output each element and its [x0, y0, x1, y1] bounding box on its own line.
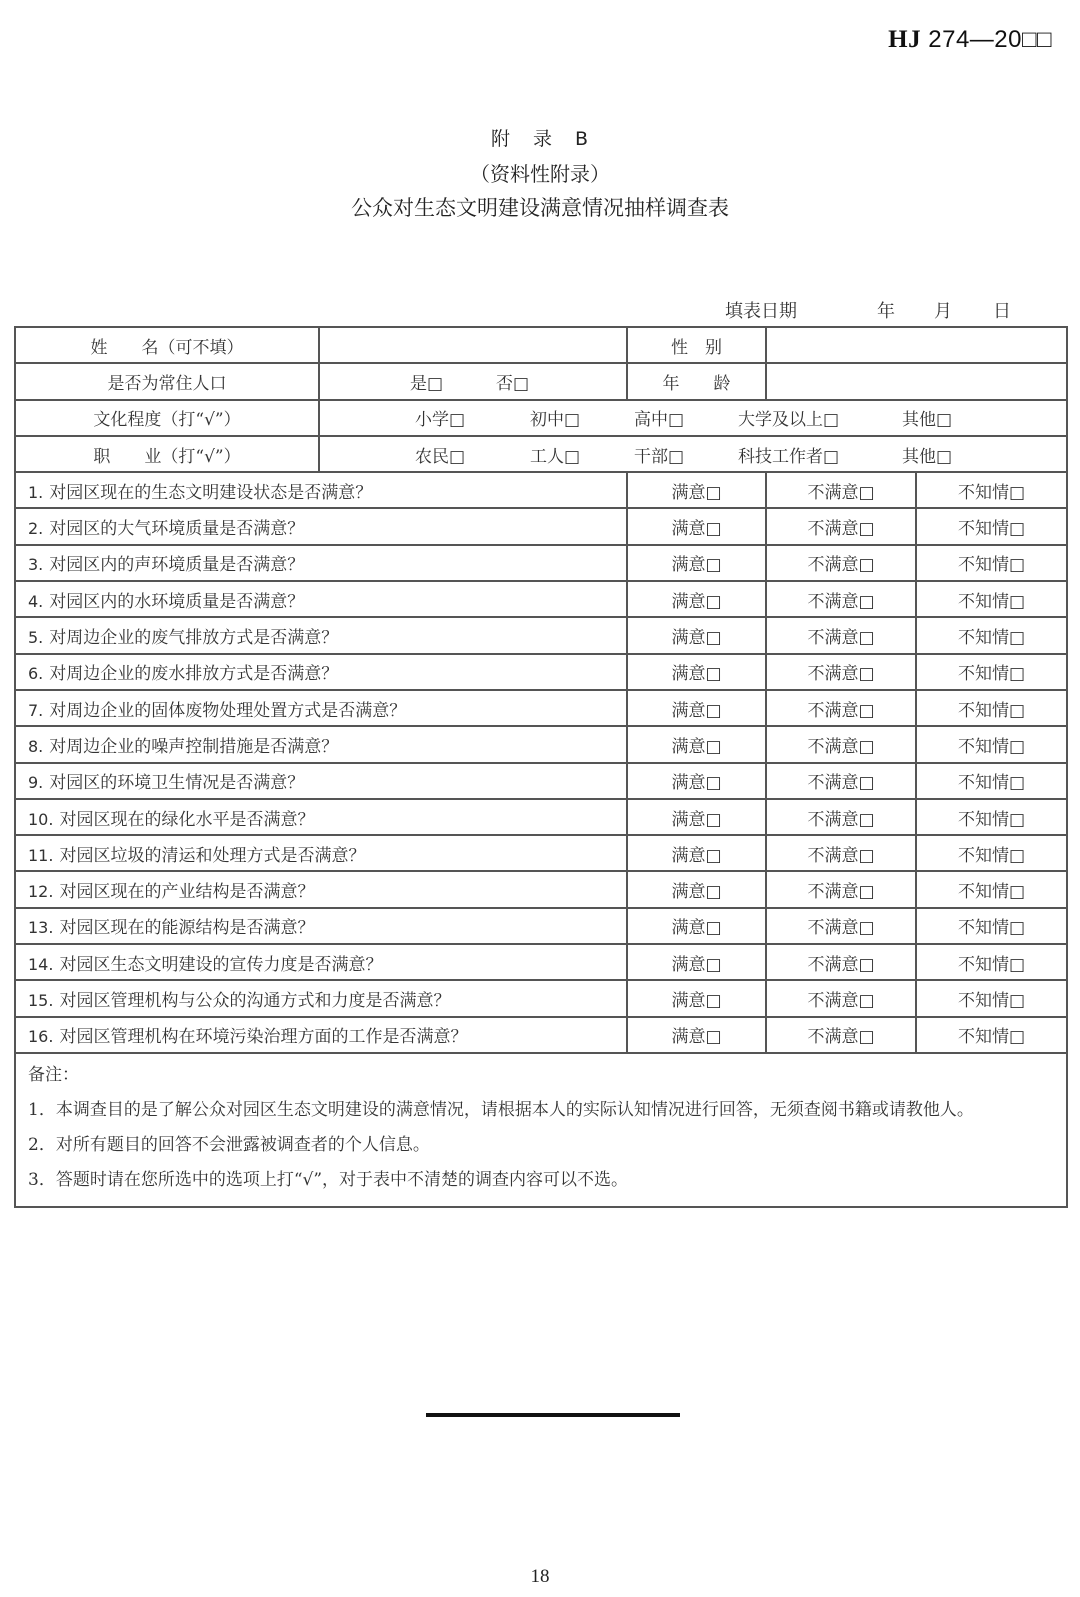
checkbox-icon — [1009, 846, 1025, 866]
option-label: 不满意 — [807, 591, 859, 612]
option-label: 农民 — [415, 446, 449, 467]
checkbox-icon — [427, 374, 443, 394]
standard-code-number: 274—20□□ — [921, 26, 1052, 53]
option-label: 满意 — [671, 482, 706, 503]
option-label: 不知情 — [957, 918, 1009, 939]
question-text — [15, 581, 627, 617]
option-label: 不知情 — [957, 664, 1009, 685]
checkbox-icon — [858, 555, 874, 575]
checkbox-icon — [1009, 555, 1025, 575]
checkbox-icon — [858, 882, 874, 902]
question-number: 9. — [28, 773, 44, 793]
question-label: 对园区管理机构与公众的沟通方式和力度是否满意？ — [59, 990, 451, 1011]
unaware-checkbox[interactable] — [916, 763, 1067, 799]
checkbox-icon — [936, 410, 952, 430]
satisfied-checkbox[interactable] — [627, 1017, 766, 1053]
question-number: 13. — [28, 918, 54, 938]
question-row — [15, 1017, 1067, 1053]
option-label: 满意 — [671, 954, 706, 975]
checkbox-icon — [1009, 664, 1025, 684]
dissatisfied-checkbox[interactable] — [766, 908, 916, 944]
question-text — [15, 835, 627, 871]
question-row — [15, 581, 1067, 617]
checkbox-icon — [668, 447, 684, 467]
page-number: 18 — [530, 1566, 550, 1587]
question-label: 对周边企业的噪声控制措施是否满意？ — [49, 736, 339, 757]
satisfied-checkbox[interactable] — [627, 980, 766, 1016]
option-label: 其他 — [902, 410, 936, 431]
option-label: 不满意 — [807, 990, 859, 1011]
occupation-option-checkbox[interactable] — [634, 442, 684, 467]
satisfied-checkbox[interactable] — [627, 654, 766, 690]
option-label: 不知情 — [957, 519, 1009, 540]
option-label: 不满意 — [807, 482, 859, 503]
question-number: 7. — [28, 700, 44, 720]
question-number: 1. — [28, 482, 44, 502]
satisfied-checkbox[interactable] — [627, 726, 766, 762]
option-label: 不知情 — [957, 809, 1009, 830]
option-label: 满意 — [671, 628, 706, 649]
question-row — [15, 763, 1067, 799]
age-label: 年 龄 — [627, 363, 766, 399]
question-label: 对园区的环境卫生情况是否满意？ — [49, 773, 305, 794]
option-label: 不知情 — [957, 882, 1009, 903]
education-option-checkbox[interactable] — [902, 405, 952, 430]
checkbox-icon — [705, 628, 721, 648]
satisfied-checkbox[interactable] — [627, 908, 766, 944]
question-number: 8. — [28, 736, 44, 756]
checkbox-icon — [705, 810, 721, 830]
satisfied-checkbox[interactable] — [627, 690, 766, 726]
resident-options — [319, 363, 627, 399]
question-text — [15, 472, 627, 508]
occupation-options — [319, 436, 1067, 472]
option-label: 不满意 — [807, 700, 859, 721]
question-label: 对园区现在的生态文明建设状态是否满意？ — [49, 482, 373, 503]
dissatisfied-checkbox[interactable] — [766, 472, 916, 508]
option-label: 满意 — [671, 519, 706, 540]
option-label: 满意 — [671, 918, 706, 939]
question-text — [15, 690, 627, 726]
question-label: 对园区垃圾的清运和处理方式是否满意？ — [59, 845, 366, 866]
option-label: 不知情 — [957, 1027, 1009, 1048]
checkbox-icon — [705, 592, 721, 612]
checkbox-icon — [858, 773, 874, 793]
option-label: 满意 — [671, 555, 706, 576]
question-row — [15, 871, 1067, 907]
question-label: 对园区现在的能源结构是否满意？ — [59, 918, 315, 939]
resident-no-checkbox[interactable] — [496, 369, 529, 394]
checkbox-icon — [705, 955, 721, 975]
satisfied-checkbox[interactable] — [627, 871, 766, 907]
checkbox-icon — [1009, 628, 1025, 648]
option-label: 不知情 — [957, 482, 1009, 503]
option-label: 满意 — [671, 700, 706, 721]
option-label: 满意 — [671, 845, 706, 866]
checkbox-icon — [1009, 519, 1025, 539]
checkbox-icon — [858, 519, 874, 539]
checkbox-icon — [705, 1027, 721, 1047]
option-label: 不知情 — [957, 736, 1009, 757]
remark-item-2: 2．对所有题目的回答不会泄露被调查者的个人信息。 — [28, 1134, 430, 1155]
option-label: 干部 — [634, 446, 668, 467]
question-number: 16. — [28, 1027, 54, 1047]
question-number: 14. — [28, 954, 54, 974]
checkbox-icon — [705, 664, 721, 684]
option-label: 不知情 — [957, 628, 1009, 649]
question-number: 4. — [28, 591, 44, 611]
option-label: 不满意 — [807, 519, 859, 540]
unaware-checkbox[interactable] — [916, 581, 1067, 617]
option-label: 科技工作者 — [738, 446, 823, 467]
occupation-option-checkbox[interactable] — [530, 442, 580, 467]
option-label: 不知情 — [957, 591, 1009, 612]
dissatisfied-checkbox[interactable] — [766, 944, 916, 980]
checkbox-icon — [668, 410, 684, 430]
checkbox-icon — [564, 447, 580, 467]
question-label: 对园区管理机构在环境污染治理方面的工作是否满意？ — [59, 1027, 468, 1048]
option-label: 不满意 — [807, 882, 859, 903]
unaware-checkbox[interactable] — [916, 617, 1067, 653]
checkbox-icon — [858, 737, 874, 757]
question-label: 对园区生态文明建设的宣传力度是否满意？ — [59, 954, 383, 975]
unaware-checkbox[interactable] — [916, 508, 1067, 544]
education-row — [15, 400, 1067, 436]
checkbox-icon — [705, 483, 721, 503]
checkbox-icon — [858, 846, 874, 866]
unaware-checkbox[interactable] — [916, 472, 1067, 508]
option-label: 小学 — [415, 410, 449, 431]
option-label: 满意 — [671, 773, 706, 794]
question-text — [15, 908, 627, 944]
option-label: 不知情 — [957, 954, 1009, 975]
occupation-option-checkbox[interactable] — [902, 442, 952, 467]
question-number: 12. — [28, 882, 54, 902]
unaware-checkbox[interactable] — [916, 654, 1067, 690]
remarks-row — [15, 1053, 1067, 1207]
occupation-option-checkbox[interactable] — [415, 442, 465, 467]
question-row — [15, 980, 1067, 1016]
dissatisfied-checkbox[interactable] — [766, 835, 916, 871]
checkbox-icon — [858, 628, 874, 648]
question-row — [15, 508, 1067, 544]
remarks-cell — [15, 1053, 1067, 1207]
name-label: 姓 名（可不填） — [15, 327, 319, 363]
checkbox-icon — [858, 701, 874, 721]
survey-table — [14, 326, 1068, 1208]
checkbox-icon — [1009, 955, 1025, 975]
option-label: 满意 — [671, 736, 706, 757]
dissatisfied-checkbox[interactable] — [766, 980, 916, 1016]
option-label: 不知情 — [957, 845, 1009, 866]
checkbox-icon — [1009, 882, 1025, 902]
option-label: 不知情 — [957, 773, 1009, 794]
resident-label: 是否为常住人口 — [15, 363, 319, 399]
checkbox-icon — [705, 701, 721, 721]
education-option-checkbox[interactable] — [415, 405, 465, 430]
resident-row — [15, 363, 1067, 399]
dissatisfied-checkbox[interactable] — [766, 726, 916, 762]
unaware-checkbox[interactable] — [916, 799, 1067, 835]
question-text — [15, 944, 627, 980]
checkbox-icon — [1009, 918, 1025, 938]
appendix-title — [0, 124, 1080, 151]
question-text — [15, 1017, 627, 1053]
end-rule — [426, 1413, 680, 1417]
remark-item-1: 1．本调查目的是了解公众对园区生态文明建设的满意情况，请根据本人的实际认知情况进行回答，无须查阅书籍或请教他人。 — [28, 1099, 974, 1120]
checkbox-icon — [1009, 810, 1025, 830]
dissatisfied-checkbox[interactable] — [766, 1017, 916, 1053]
option-label: 不满意 — [807, 809, 859, 830]
checkbox-icon — [449, 447, 465, 467]
checkbox-icon — [1009, 701, 1025, 721]
question-number: 6. — [28, 664, 44, 684]
question-row — [15, 617, 1067, 653]
unaware-checkbox[interactable] — [916, 835, 1067, 871]
education-label: 文化程度（打“√”） — [15, 400, 319, 436]
checkbox-icon — [705, 555, 721, 575]
satisfied-checkbox[interactable] — [627, 545, 766, 581]
question-text — [15, 654, 627, 690]
satisfied-checkbox[interactable] — [627, 508, 766, 544]
checkbox-icon — [705, 991, 721, 1011]
satisfied-checkbox[interactable] — [627, 763, 766, 799]
checkbox-icon — [564, 410, 580, 430]
unaware-checkbox[interactable] — [916, 726, 1067, 762]
question-text — [15, 871, 627, 907]
satisfied-checkbox[interactable] — [627, 472, 766, 508]
dissatisfied-checkbox[interactable] — [766, 690, 916, 726]
occupation-row — [15, 436, 1067, 472]
checkbox-icon — [705, 882, 721, 902]
option-label: 高中 — [634, 410, 668, 431]
checkbox-icon — [858, 1027, 874, 1047]
question-number: 10. — [28, 809, 54, 829]
checkbox-icon — [1009, 592, 1025, 612]
question-label: 对周边企业的固体废物处理处置方式是否满意？ — [49, 700, 407, 721]
checkbox-icon — [858, 918, 874, 938]
appendix-title-char: 录 — [532, 128, 553, 150]
name-row — [15, 327, 1067, 363]
satisfied-checkbox[interactable] — [627, 581, 766, 617]
satisfied-checkbox[interactable] — [627, 617, 766, 653]
checkbox-icon — [1009, 483, 1025, 503]
checkbox-icon — [858, 991, 874, 1011]
question-label: 对园区的大气环境质量是否满意？ — [49, 519, 305, 540]
option-label: 不满意 — [807, 845, 859, 866]
unaware-checkbox[interactable] — [916, 908, 1067, 944]
question-label: 对园区内的声环境质量是否满意？ — [49, 555, 305, 576]
option-label: 满意 — [671, 809, 706, 830]
age-field[interactable] — [766, 363, 1067, 399]
option-label: 不满意 — [807, 918, 859, 939]
education-option-checkbox[interactable] — [738, 405, 839, 430]
question-text — [15, 980, 627, 1016]
unaware-checkbox[interactable] — [916, 1017, 1067, 1053]
name-field[interactable] — [319, 327, 627, 363]
question-label: 对园区现在的产业结构是否满意？ — [59, 882, 315, 903]
question-row — [15, 472, 1067, 508]
question-number: 11. — [28, 845, 54, 865]
checkbox-icon — [705, 918, 721, 938]
question-text — [15, 508, 627, 544]
checkbox-icon — [1009, 991, 1025, 1011]
fill-date-label: 填表日期 — [725, 301, 797, 322]
occupation-label: 职 业（打“√”） — [15, 436, 319, 472]
question-row — [15, 690, 1067, 726]
question-row — [15, 726, 1067, 762]
gender-field[interactable] — [766, 327, 1067, 363]
question-text — [15, 726, 627, 762]
unaware-checkbox[interactable] — [916, 871, 1067, 907]
checkbox-icon — [858, 483, 874, 503]
question-label: 对周边企业的废气排放方式是否满意？ — [49, 628, 339, 649]
occupation-option-checkbox[interactable] — [738, 442, 839, 467]
satisfied-checkbox[interactable] — [627, 799, 766, 835]
checkbox-icon — [936, 447, 952, 467]
checkbox-icon — [449, 410, 465, 430]
question-row — [15, 654, 1067, 690]
question-label: 对园区现在的绿化水平是否满意？ — [59, 809, 315, 830]
dissatisfied-checkbox[interactable] — [766, 871, 916, 907]
checkbox-icon — [705, 519, 721, 539]
education-options — [319, 400, 1067, 436]
checkbox-icon — [1009, 773, 1025, 793]
question-number: 15. — [28, 990, 54, 1010]
question-text — [15, 545, 627, 581]
checkbox-icon — [823, 410, 839, 430]
checkbox-icon — [513, 374, 529, 394]
year-label: 年 — [877, 301, 895, 322]
checkbox-icon — [1009, 737, 1025, 757]
checkbox-icon — [858, 810, 874, 830]
resident-yes-checkbox[interactable] — [410, 369, 443, 394]
dissatisfied-checkbox[interactable] — [766, 545, 916, 581]
unaware-checkbox[interactable] — [916, 545, 1067, 581]
checkbox-icon — [858, 664, 874, 684]
checkbox-icon — [858, 955, 874, 975]
checkbox-icon — [823, 447, 839, 467]
education-option-checkbox[interactable] — [634, 405, 684, 430]
education-option-checkbox[interactable] — [530, 405, 580, 430]
checkbox-icon — [705, 846, 721, 866]
question-number: 5. — [28, 628, 44, 648]
option-label: 是 — [410, 373, 427, 394]
option-label: 不满意 — [807, 555, 859, 576]
question-row — [15, 545, 1067, 581]
option-label: 满意 — [671, 1027, 706, 1048]
option-label: 满意 — [671, 882, 706, 903]
dissatisfied-checkbox[interactable] — [766, 581, 916, 617]
appendix-title-char: 附 — [490, 128, 511, 150]
option-label: 工人 — [530, 446, 564, 467]
dissatisfied-checkbox[interactable] — [766, 763, 916, 799]
question-row — [15, 835, 1067, 871]
satisfied-checkbox[interactable] — [627, 835, 766, 871]
option-label: 不知情 — [957, 990, 1009, 1011]
appendix-letter: B — [574, 128, 590, 150]
option-label: 满意 — [671, 664, 706, 685]
checkbox-icon — [705, 773, 721, 793]
option-label: 否 — [496, 373, 513, 394]
standard-code — [888, 26, 1052, 54]
option-label: 初中 — [530, 410, 564, 431]
option-label: 不满意 — [807, 1027, 859, 1048]
question-row — [15, 908, 1067, 944]
option-label: 满意 — [671, 591, 706, 612]
option-label: 不知情 — [957, 700, 1009, 721]
gender-label: 性 别 — [627, 327, 766, 363]
option-label: 不满意 — [807, 628, 859, 649]
option-label: 不满意 — [807, 736, 859, 757]
checkbox-icon — [1009, 1027, 1025, 1047]
dissatisfied-checkbox[interactable] — [766, 799, 916, 835]
month-label: 月 — [934, 301, 952, 322]
satisfied-checkbox[interactable] — [627, 944, 766, 980]
unaware-checkbox[interactable] — [916, 690, 1067, 726]
option-label: 不满意 — [807, 954, 859, 975]
day-label: 日 — [993, 301, 1011, 322]
dissatisfied-checkbox[interactable] — [766, 508, 916, 544]
question-row — [15, 799, 1067, 835]
remark-item-3: 3．答题时请在您所选中的选项上打“√”，对于表中不清楚的调查内容可以不选。 — [28, 1169, 629, 1190]
question-text — [15, 617, 627, 653]
checkbox-icon — [705, 737, 721, 757]
unaware-checkbox[interactable] — [916, 944, 1067, 980]
question-text — [15, 799, 627, 835]
question-number: 2. — [28, 519, 44, 539]
dissatisfied-checkbox[interactable] — [766, 617, 916, 653]
option-label: 不满意 — [807, 664, 859, 685]
checkbox-icon — [858, 592, 874, 612]
question-text — [15, 763, 627, 799]
option-label: 大学及以上 — [738, 410, 823, 431]
option-label: 满意 — [671, 990, 706, 1011]
form-title: 公众对生态文明建设满意情况抽样调查表 — [351, 196, 729, 220]
question-row — [15, 944, 1067, 980]
option-label: 不满意 — [807, 773, 859, 794]
standard-code-prefix: HJ — [888, 26, 922, 53]
appendix-type: （资料性附录） — [470, 162, 610, 186]
option-label: 不知情 — [957, 555, 1009, 576]
unaware-checkbox[interactable] — [916, 980, 1067, 1016]
question-number: 3. — [28, 555, 44, 575]
question-label: 对周边企业的废水排放方式是否满意？ — [49, 664, 339, 685]
option-label: 其他 — [902, 446, 936, 467]
dissatisfied-checkbox[interactable] — [766, 654, 916, 690]
remarks-title: 备注： — [28, 1064, 79, 1085]
question-label: 对园区内的水环境质量是否满意？ — [49, 591, 305, 612]
